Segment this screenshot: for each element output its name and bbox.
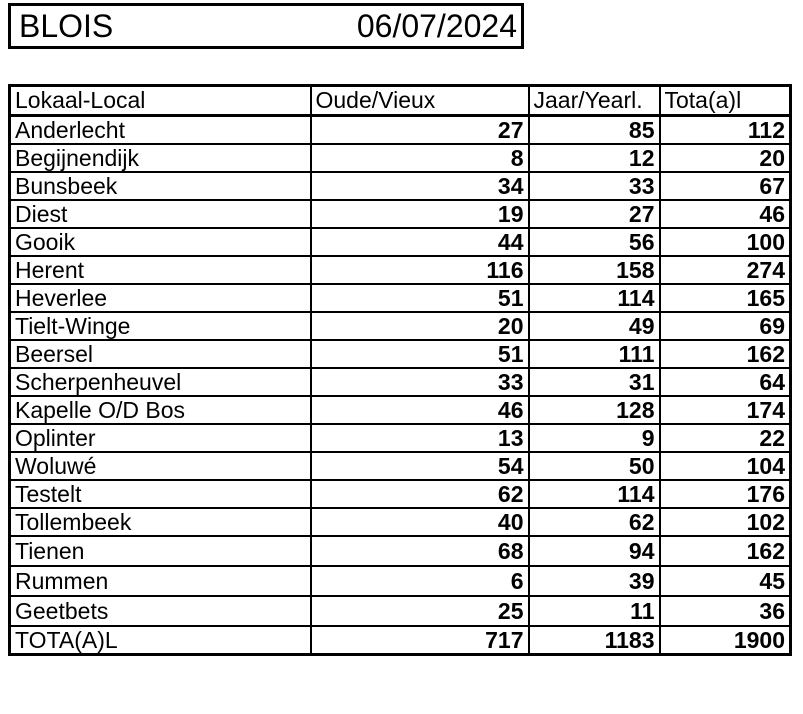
old-count-cell: 44 <box>311 228 529 256</box>
yearly-count-cell: 128 <box>529 396 660 424</box>
table-row <box>10 228 791 256</box>
yearly-count-cell: 39 <box>529 566 660 596</box>
local-name-cell: Geetbets <box>10 596 311 626</box>
yearly-count-cell: 111 <box>529 340 660 368</box>
table-row <box>10 116 791 145</box>
yearly-count-cell: 27 <box>529 200 660 228</box>
old-count-cell: 68 <box>311 536 529 566</box>
table-row <box>10 536 791 566</box>
old-count-cell: 27 <box>311 116 529 145</box>
old-count-cell: 51 <box>311 284 529 312</box>
total-count-cell: 46 <box>660 200 791 228</box>
local-name-cell: Herent <box>10 256 311 284</box>
total-count-cell: 67 <box>660 172 791 200</box>
local-name-cell: Tielt-Winge <box>10 312 311 340</box>
yearly-count-cell: 85 <box>529 116 660 145</box>
table-row <box>10 596 791 626</box>
table-row <box>10 200 791 228</box>
table-row <box>10 566 791 596</box>
local-name-cell: Diest <box>10 200 311 228</box>
local-name-cell: Heverlee <box>10 284 311 312</box>
table-row <box>10 340 791 368</box>
title-box <box>8 3 524 49</box>
totals-row <box>10 626 791 655</box>
table-row <box>10 144 791 172</box>
table-row <box>10 480 791 508</box>
local-name-cell: Beersel <box>10 340 311 368</box>
old-count-cell: 34 <box>311 172 529 200</box>
total-count-cell: 69 <box>660 312 791 340</box>
local-name-cell: Tollembeek <box>10 508 311 536</box>
total-count-cell: 20 <box>660 144 791 172</box>
old-count-cell: 116 <box>311 256 529 284</box>
local-name-cell: Scherpenheuvel <box>10 368 311 396</box>
table-row <box>10 508 791 536</box>
yearly-count-cell: 9 <box>529 424 660 452</box>
column-header-old: Oude/Vieux <box>311 86 529 116</box>
yearly-count-cell: 62 <box>529 508 660 536</box>
old-count-cell: 6 <box>311 566 529 596</box>
old-count-cell: 19 <box>311 200 529 228</box>
totals-old-cell: 717 <box>311 626 529 655</box>
total-count-cell: 64 <box>660 368 791 396</box>
local-name-cell: Anderlecht <box>10 116 311 145</box>
totals-total-cell: 1900 <box>660 626 791 655</box>
table-row <box>10 172 791 200</box>
total-count-cell: 104 <box>660 452 791 480</box>
column-header-local: Lokaal-Local <box>10 86 311 116</box>
date-title: 06/07/2024 <box>356 8 517 44</box>
local-name-cell: Rummen <box>10 566 311 596</box>
total-count-cell: 165 <box>660 284 791 312</box>
total-count-cell: 22 <box>660 424 791 452</box>
local-name-cell: Testelt <box>10 480 311 508</box>
totals-yearly-cell: 1183 <box>529 626 660 655</box>
old-count-cell: 8 <box>311 144 529 172</box>
results-table <box>8 84 792 656</box>
total-count-cell: 274 <box>660 256 791 284</box>
table-row <box>10 312 791 340</box>
yearly-count-cell: 12 <box>529 144 660 172</box>
yearly-count-cell: 11 <box>529 596 660 626</box>
local-name-cell: Gooik <box>10 228 311 256</box>
city-title: BLOIS <box>19 8 114 44</box>
total-count-cell: 112 <box>660 116 791 145</box>
old-count-cell: 54 <box>311 452 529 480</box>
column-header-total: Tota(a)l <box>660 86 791 116</box>
local-name-cell: Tienen <box>10 536 311 566</box>
local-name-cell: Bunsbeek <box>10 172 311 200</box>
total-count-cell: 100 <box>660 228 791 256</box>
yearly-count-cell: 114 <box>529 284 660 312</box>
old-count-cell: 33 <box>311 368 529 396</box>
old-count-cell: 20 <box>311 312 529 340</box>
local-name-cell: Woluwé <box>10 452 311 480</box>
total-count-cell: 162 <box>660 340 791 368</box>
table-row <box>10 424 791 452</box>
total-count-cell: 102 <box>660 508 791 536</box>
yearly-count-cell: 56 <box>529 228 660 256</box>
local-name-cell: Kapelle O/D Bos <box>10 396 311 424</box>
table-row <box>10 256 791 284</box>
total-count-cell: 176 <box>660 480 791 508</box>
old-count-cell: 51 <box>311 340 529 368</box>
yearly-count-cell: 94 <box>529 536 660 566</box>
local-name-cell: Oplinter <box>10 424 311 452</box>
table-row <box>10 396 791 424</box>
local-name-cell: Begijnendijk <box>10 144 311 172</box>
total-count-cell: 162 <box>660 536 791 566</box>
yearly-count-cell: 49 <box>529 312 660 340</box>
table-header-row <box>10 86 791 116</box>
totals-label-cell: TOTA(A)L <box>10 626 311 655</box>
yearly-count-cell: 50 <box>529 452 660 480</box>
old-count-cell: 62 <box>311 480 529 508</box>
old-count-cell: 25 <box>311 596 529 626</box>
yearly-count-cell: 158 <box>529 256 660 284</box>
old-count-cell: 46 <box>311 396 529 424</box>
column-header-yearly: Jaar/Yearl. <box>529 86 660 116</box>
yearly-count-cell: 114 <box>529 480 660 508</box>
total-count-cell: 45 <box>660 566 791 596</box>
yearly-count-cell: 33 <box>529 172 660 200</box>
yearly-count-cell: 31 <box>529 368 660 396</box>
old-count-cell: 13 <box>311 424 529 452</box>
table-row <box>10 368 791 396</box>
total-count-cell: 36 <box>660 596 791 626</box>
table-row <box>10 452 791 480</box>
total-count-cell: 174 <box>660 396 791 424</box>
table-row <box>10 284 791 312</box>
old-count-cell: 40 <box>311 508 529 536</box>
